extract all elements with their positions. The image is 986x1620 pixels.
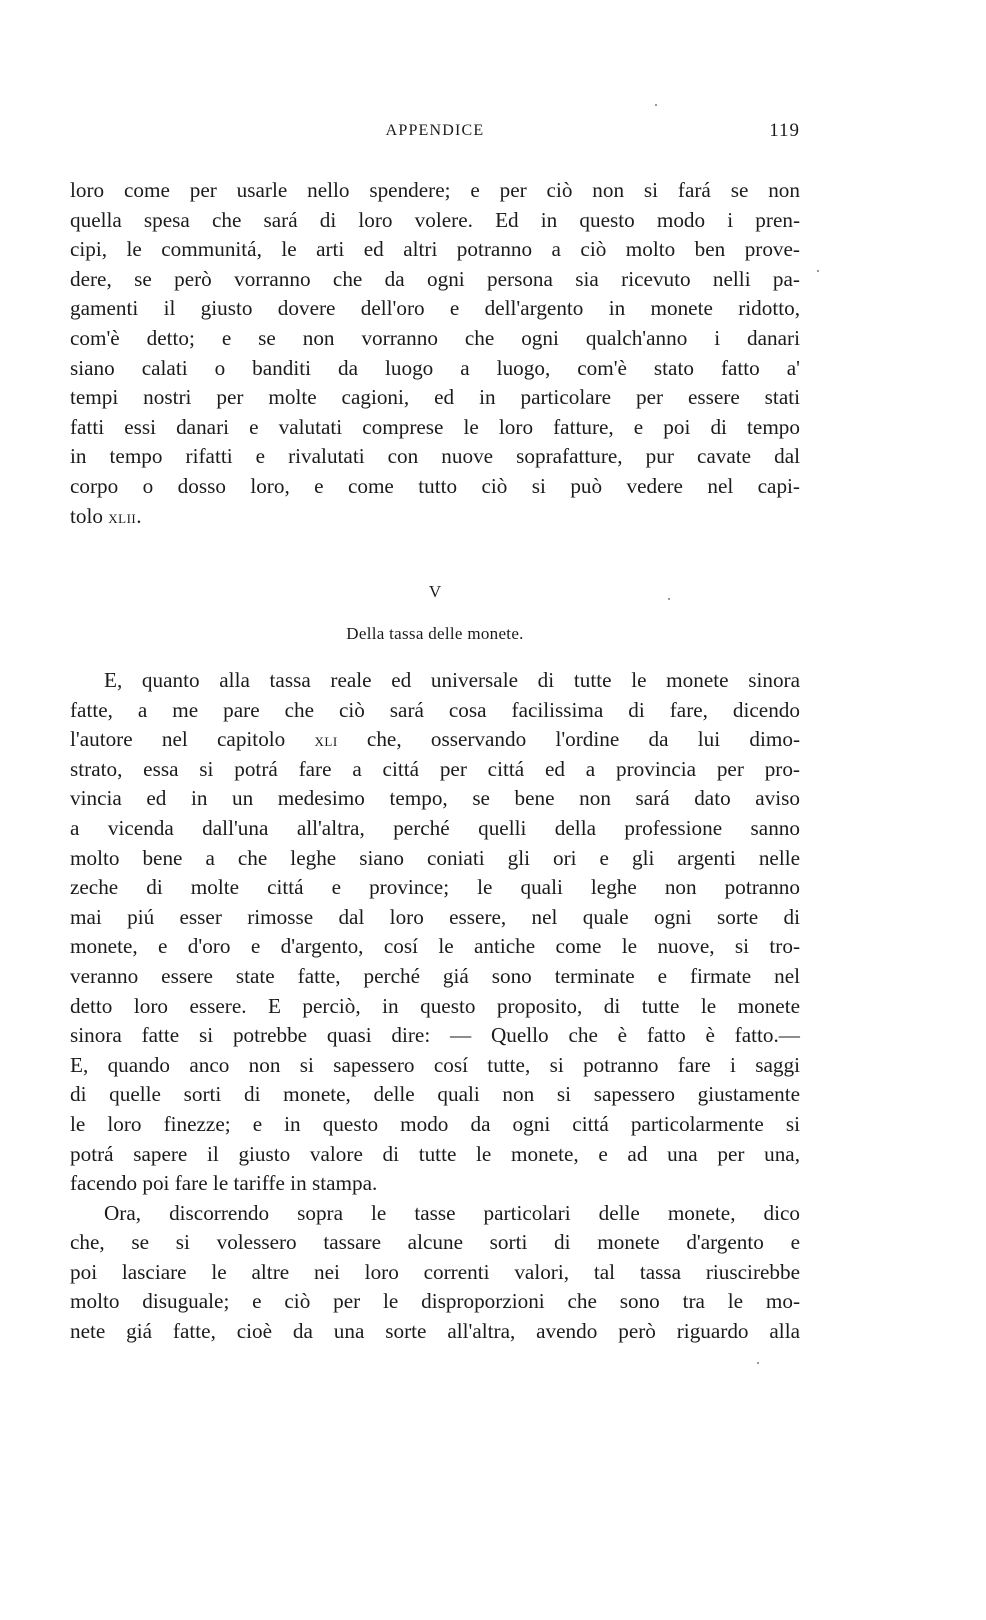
paragraph-continued [70,176,800,531]
text-line: cipi, le communitá, le arti ed altri potranno a ciò molto ben prove- [70,237,800,262]
text-line: a vicenda dall'una all'altra, perché quelli della professione sanno [70,815,800,840]
paper-speck [757,1362,759,1364]
text-line: di quelle sorti di monete, delle quali non si sapessero giustamente [70,1082,800,1107]
text-line: potrá sapere il giusto valore di tutte le monete, e ad una per una, [70,1141,800,1166]
text-line: mai piú esser rimosse dal loro essere, nel quale ogni sorte di [70,904,800,929]
running-title: APPENDICE [385,122,485,139]
text-line: dere, se però vorranno che da ogni persona sia ricevuto nelli pa- [70,266,800,291]
section-title: Della tassa delle monete. [346,624,524,643]
text-fragment: che, osservando l'ordine da lui dimo- [337,727,800,752]
text-fragment: l'autore nel capitolo [70,727,315,752]
chapter-numeral: xli [314,730,338,752]
text-line: che, se si volessero tassare alcune sorti di monete d'argento e [70,1230,800,1255]
text-line: corpo o dosso loro, e come tutto ciò si può vedere nel capi- [70,473,800,498]
section-number: V [428,582,442,601]
text-line: in tempo rifatti e rivalutati con nuove soprafatture, pur cavate dal [70,444,800,469]
text-line: E, quando anco non si sapessero cosí tutte, si potranno fare i saggi [70,1052,800,1077]
text-line [70,725,800,755]
paper-speck [655,104,657,106]
text-line: E, quanto alla tassa reale ed universale di tutte le monete sinora [104,668,800,692]
text-line: tempi nostri per molte cagioni, ed in particolare per essere stati [70,385,800,410]
text-line: strato, essa si potrá fare a cittá per cittá ed a provincia per pro- [70,756,800,781]
text-line: detto loro essere. E perciò, in questo proposito, di tutte le monete [70,993,800,1018]
text-line: nete giá fatte, cioè da una sorte all'altra, avendo però riguardo alla [70,1319,800,1344]
text-line-last: facendo poi fare le tariffe in stampa. [70,1171,378,1196]
paper-speck [668,598,670,600]
text-fragment: . [136,503,142,528]
text-line: veranno essere state fatte, perché giá sono terminate e firmate nel [70,963,800,988]
running-header [70,118,800,144]
text-line: monete, e d'oro e d'argento, cosí le antiche come le nuove, si tro- [70,934,800,959]
text-line-last [70,502,800,532]
text-line: siano calati o banditi da luogo a luogo, com'è stato fatto a' [70,355,800,380]
text-line: fatti essi danari e valutati comprese le loro fatture, e poi di tempo [70,414,800,439]
text-line: loro come per usarle nello spendere; e per ciò non si fará se non [70,178,800,202]
section-body [70,666,800,1347]
chapter-numeral: xlii [108,506,137,528]
text-line: sinora fatte si potrebbe quasi dire: — Quello che è fatto è fatto.— [70,1023,800,1048]
text-line: molto disuguale; e ciò per le disproporzioni che sono tra le mo- [70,1289,800,1314]
text-fragment: tolo [70,503,109,528]
text-line: zeche di molte cittá e province; le quali leghe non potranno [70,875,800,900]
text-line: Ora, discorrendo sopra le tasse particolari delle monete, dico [104,1200,800,1225]
text-line: le loro finezze; e in questo modo da ogni cittá particolarmente si [70,1111,800,1136]
paper-speck [817,270,819,272]
text-line: quella spesa che sará di loro volere. Ed in questo modo i pren- [70,207,800,232]
page-number: 119 [769,120,800,141]
text-line: vincia ed in un medesimo tempo, se bene non sará dato aviso [70,786,800,811]
text-line: poi lasciare le altre nei loro correnti valori, tal tassa riuscirebbe [70,1259,800,1284]
text-line: molto bene a che leghe siano coniati gli ori e gli argenti nelle [70,845,800,870]
text-line: com'è detto; e se non vorranno che ogni qualch'anno i danari [70,325,800,350]
text-line: fatte, a me pare che ciò sará cosa facilissima di fare, dicendo [70,697,800,722]
text-line: gamenti il giusto dovere dell'oro e dell'argento in monete ridotto, [70,296,800,321]
